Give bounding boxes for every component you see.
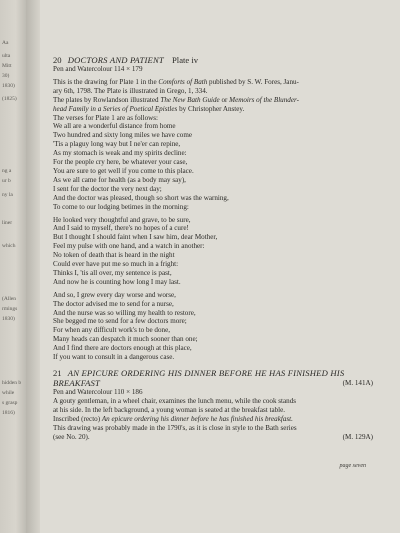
page-content bbox=[53, 55, 373, 441]
entry-title-line-2: BREAKFAST bbox=[53, 378, 100, 388]
verse-line: And the nurse was so willing my health to restore, bbox=[53, 308, 196, 317]
verse-line: And I said to myself, there's no hopes of a cure! bbox=[53, 224, 189, 233]
facing-page-fragment: ng a bbox=[2, 168, 12, 174]
description-line: A gouty gentleman, in a wheel chair, examines the lunch menu, while the cook stands bbox=[53, 396, 297, 405]
verse-line: I sent for the doctor the very next day; bbox=[53, 184, 162, 193]
verse-line: To come to our lodging betimes in the morning: bbox=[53, 202, 189, 211]
verse-line: But I thought I should faint when I saw him, dear Mother, bbox=[53, 233, 218, 242]
description-line: ary 6th, 1798. The Plate is illustrated in Grego, 1, 334. bbox=[53, 86, 208, 95]
verse-line: Two hundred and sixty long miles we have come bbox=[53, 131, 192, 140]
facing-page-fragment: 1830) bbox=[2, 83, 15, 89]
verse-line: Could ever have put me so much in a fright: bbox=[53, 260, 179, 269]
facing-page-fragment: ur b bbox=[2, 178, 11, 184]
verse-line: No token of death that is heard in the night bbox=[53, 251, 175, 260]
facing-page-edge bbox=[0, 0, 27, 533]
verse-line: If you want to consult in a dangerous case. bbox=[53, 353, 175, 362]
catalogue-reference: (M. 141A) bbox=[342, 379, 373, 387]
facing-page-fragment: ny la bbox=[2, 192, 13, 198]
verse-line: Feel my pulse with one hand, and a watch in another: bbox=[53, 242, 205, 251]
entry-20-heading bbox=[53, 55, 373, 65]
facing-page-fragment: 1816) bbox=[2, 410, 15, 416]
entry-20-medium: Pen and Watercolour 114 × 179 bbox=[53, 65, 143, 73]
verse-line: For when any difficult work's to be done, bbox=[53, 326, 170, 335]
description-line: Inscribed (recto) An epicure ordering his dinner before he has finished his breakfast. bbox=[53, 414, 293, 423]
description-line: This is the drawing for Plate 1 in the Comforts of Bath published by S. W. Fores, Janu- bbox=[53, 77, 299, 86]
facing-page-fragment: which bbox=[2, 243, 16, 249]
page-number: page seven bbox=[339, 463, 366, 469]
facing-page-fragment: hidden b bbox=[2, 380, 22, 386]
facing-page-fragment: 30) bbox=[2, 73, 10, 79]
facing-page-fragment: (Allen bbox=[2, 296, 17, 302]
entry-20-description bbox=[53, 78, 373, 123]
verse-line: Many heads can despatch it much sooner than one; bbox=[53, 335, 198, 344]
verse-line: As my stomach is weak and my spirits decline: bbox=[53, 149, 187, 158]
description-line: at his side. In the left background, a young woman is seated at the breakfast table. bbox=[53, 405, 286, 414]
entry-21-last-line bbox=[53, 433, 373, 442]
plate-label: Plate iv bbox=[172, 55, 199, 65]
entry-20-verses bbox=[53, 122, 373, 362]
facing-page-fragment: (1825) bbox=[2, 96, 17, 102]
description-line: head Family in a Series of Poetical Epistles by Christopher Anstey. bbox=[53, 104, 245, 113]
entry-21-description bbox=[53, 397, 373, 433]
verse-line: And now he is counting how long I may last. bbox=[53, 277, 181, 286]
facing-page-fragment: Aa bbox=[2, 40, 9, 46]
description-line: The verses for Plate 1 are as follows: bbox=[53, 113, 158, 122]
entry-title: DOCTORS AND PATIENT bbox=[67, 55, 164, 65]
catalogue-reference: (M. 129A) bbox=[342, 432, 373, 441]
verse-line: You are sure to get well if you come to this place. bbox=[53, 166, 194, 175]
verse-line: And I find there are doctors enough at this place, bbox=[53, 344, 192, 353]
facing-page-fragment: s grasp bbox=[2, 400, 18, 406]
facing-page-fragment: 1830) bbox=[2, 316, 15, 322]
facing-page-fragment: liner bbox=[2, 220, 13, 226]
verse-line: And so, I grew every day worse and worse, bbox=[53, 290, 176, 299]
description-line: (see No. 20). bbox=[53, 432, 90, 441]
book-gutter bbox=[26, 0, 40, 533]
entry-number: 21 bbox=[53, 368, 62, 378]
verse-line: He looked very thoughtful and grave, to be sure, bbox=[53, 215, 191, 224]
facing-page-fragment: Mitt bbox=[2, 63, 12, 69]
verse-line: And the doctor was pleased, though so short was the warning, bbox=[53, 193, 229, 202]
facing-page-fragment: ulta bbox=[2, 53, 11, 59]
entry-21-heading bbox=[53, 368, 373, 388]
description-line: The plates by Rowlandson illustrated The New Bath Guide or Memoirs of the Blunder- bbox=[53, 95, 299, 104]
verse-line: For the people cry here, be whatever your case, bbox=[53, 158, 188, 167]
facing-page-fragment: rmings bbox=[2, 306, 18, 312]
verse-line: 'Tis a plaguy long way but I ne'er can repine, bbox=[53, 140, 181, 149]
verse-line: The doctor advised me to send for a nurse, bbox=[53, 299, 174, 308]
entry-number: 20 bbox=[53, 55, 62, 65]
verse-line: Thinks I, 'tis all over, my sentence is past, bbox=[53, 268, 172, 277]
verse-line: We all are a wonderful distance from home bbox=[53, 122, 176, 131]
entry-21-medium: Pen and Watercolour 110 × 186 bbox=[53, 388, 143, 396]
verse-line: As we all came for health (as a body may say), bbox=[53, 175, 186, 184]
verse-line: She begged me to send for a few doctors more; bbox=[53, 317, 187, 326]
entry-title-line-1: AN EPICURE ORDERING HIS DINNER BEFORE HE HAS FINISHED HIS bbox=[67, 368, 345, 378]
facing-page-fragment: while bbox=[2, 390, 15, 396]
description-line: This drawing was probably made in the 1790's, as it is close in style to the Bath series bbox=[53, 423, 297, 432]
